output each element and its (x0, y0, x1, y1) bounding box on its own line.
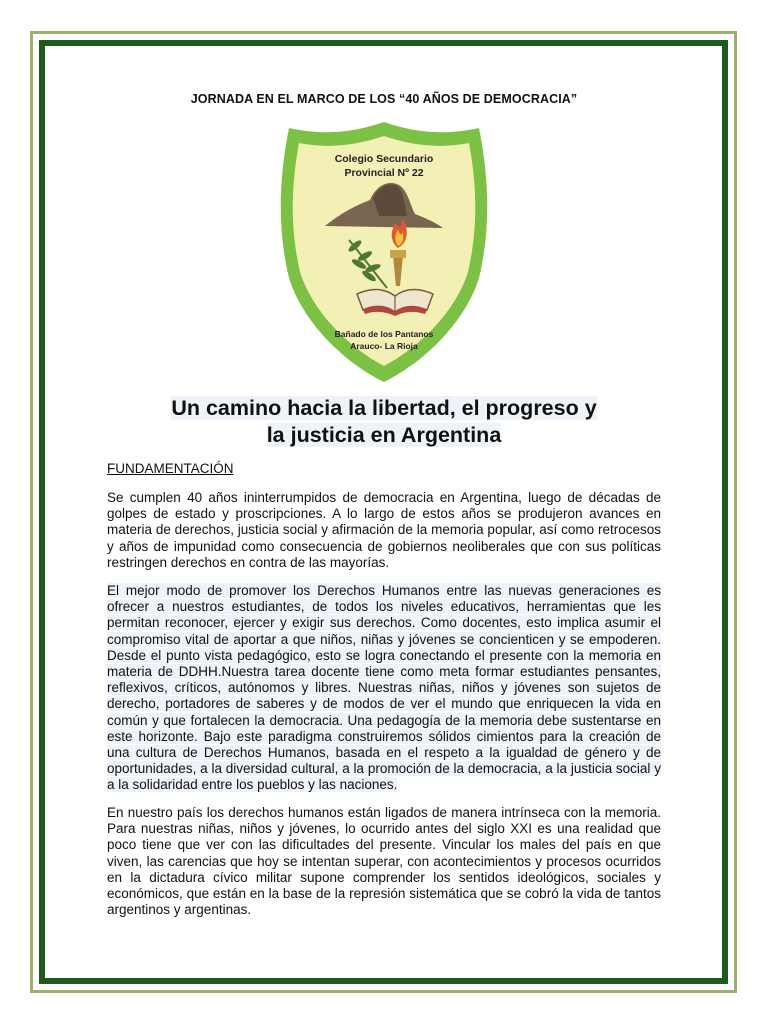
event-heading: JORNADA EN EL MARCO DE LOS “40 AÑOS DE DEMOCRACIA” (190, 92, 578, 106)
section-heading: FUNDAMENTACIÓN (107, 461, 234, 476)
school-crest (275, 118, 493, 386)
crest-school-line1: Colegio Secundario (334, 153, 434, 165)
document-title-line1: Un camino hacia la libertad, el progreso y (171, 396, 597, 420)
paragraph-3: En nuestro país los derechos humanos están ligados de manera intrínseca con la memoria. Para nuestras niñas, niños y jóvenes, lo ocurrido antes del siglo XXI es una realidad que poco tiene que ver con las dificultades del presente. Vincular los males del país en que viven, las carencias que hoy se intentan superar, con acontecimientos y procesos ocurridos en la dictadura cívico militar supone comprender los sentidos ideológicos, sociales y económicos, que están en la base de la represión sistemática que se cobró la vida de tantos argentinos y argentinas. (107, 805, 661, 918)
crest-place-line1: Bañado de los Pantanos (334, 329, 434, 339)
crest-school-line2: Provincial Nº 22 (344, 167, 424, 179)
crest-place-line2: Arauco- La Rioja (350, 341, 418, 351)
paragraph-2-text: El mejor modo de promover los Derechos Humanos entre las nuevas generaciones es ofrecer a nuestros estudiantes, de todos los niveles educativos, herramientas que les permitan reconocer, ejercer y exigir sus derechos. Como docentes, esto implica asumir el compromiso vital de aportar a que niños, niñas y jóvenes se concienticen y se empoderen. Desde el punto vista pedagógico, esto se logra conectando el presente con la memoria en materia de DDHH.Nuestra tarea docente tiene como meta formar estudiantes pensantes, reflexivos, críticos, autónomos y libres. Nuestras niñas, niños y jóvenes son sujetos de derecho, portadores de saberes y de modos de ver el mundo que enriquecen la vida en común y que fortalecen la democracia. Una pedagogía de la memoria debe sustentarse en este horizonte. Bajo este paradigma construiremos sólidos cimientos para la creación de una cultura de Derechos Humanos, basada en el respeto a la igualdad de género y de oportunidades, a la diversidad cultural, a la promoción de la democracia, a la justicia social y a la solidaridad entre los pueblos y las naciones. (107, 583, 661, 793)
paragraph-1: Se cumplen 40 años ininterrumpidos de democracia en Argentina, luego de décadas de golpes de estado y proscripciones. A lo largo de estos años se produjeron avances en materia de derechos, justicia social y afirmación de la memoria popular, así como retrocesos y años de impunidad como consecuencia de gobiernos neoliberales que con sus políticas restringen derechos en contra de las mayorías. (107, 490, 661, 570)
document-title (0, 395, 768, 449)
document-title-line2: la justicia en Argentina (266, 423, 502, 447)
paragraph-2 (107, 583, 661, 794)
